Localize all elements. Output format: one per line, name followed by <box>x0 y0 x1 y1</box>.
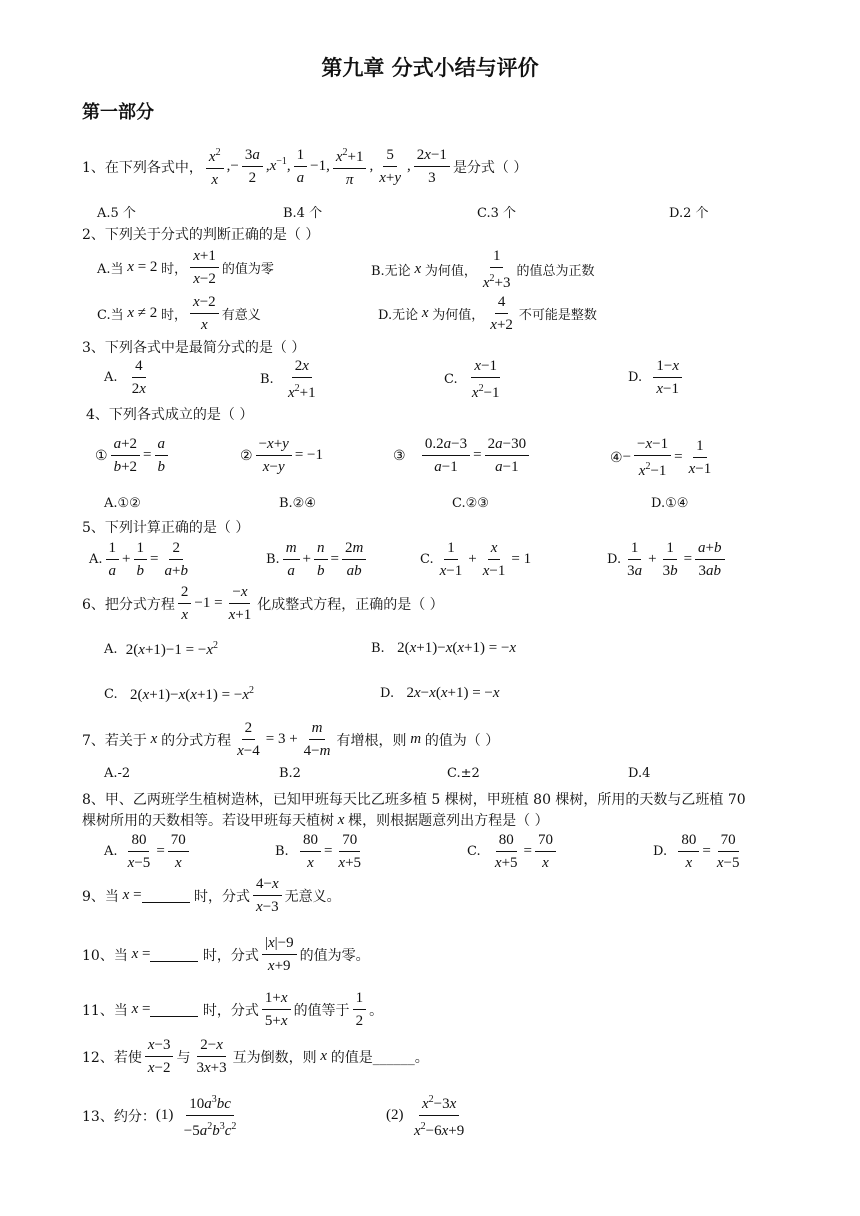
question-11: 11、当 x = 时，分式 $\frac{1+x}{5+x}$ 的值等于 $\frac{1}{2}$ 。 <box>82 990 384 1029</box>
question-7: 7、若关于 x 的分式方程 $\frac{2}{x-4}$ = 3 + $\frac{m}{4-m}$ 有增根，则 m 的值为（ ） <box>82 720 500 759</box>
answer-blank[interactable] <box>142 888 190 903</box>
q7-option-b: B.2 <box>279 766 301 781</box>
q3-option-c: C. $\frac{x-1}{x^2-1}$ <box>444 358 500 401</box>
q4-option-b: B.②④ <box>279 496 316 511</box>
q4-item-1: ① $\frac{a+2}{b+2}$ = $\frac{a}{b}$ <box>95 434 171 477</box>
question-8-line-1: 8、甲、乙两班学生植树造林，已知甲班每天比乙班多植 5 棵树，甲班植 80 棵树，所用的天数与乙班植 70 <box>82 792 746 808</box>
q4-item-2: ② $\frac{-x+y}{x-y}$ = −1 <box>240 436 324 475</box>
q1-stem: 1、在下列各式中， <box>82 159 203 176</box>
section-heading: 第一部分 <box>82 102 154 123</box>
q1-option-b: B.4 个 <box>283 206 323 221</box>
q6-option-c: C. $2(x+1)-x(x+1) = -x^2$ <box>104 685 255 703</box>
question-8-line-2: 棵树所用的天数相等。若设甲班每天植树 x 棵，则根据题意列出方程是（ ） <box>82 811 549 829</box>
page-title: 第九章 分式小结与评价 <box>321 56 539 80</box>
q3-option-d: D. $\frac{1-x}{x-1}$ <box>628 356 685 399</box>
q1-option-c: C.3 个 <box>477 206 517 221</box>
q5-option-b: B. $\frac{m}{a}$ + $\frac{n}{b}$ = $\frac{2m}{ab}$ <box>266 538 369 581</box>
q4-item-3: ③ $\frac{0.2a-3}{a-1}$ = $\frac{2a-30}{a-1}$ <box>393 434 532 477</box>
question-5: 5、下列计算正确的是（ ） <box>82 520 250 536</box>
question-2: 2、下列关于分式的判断正确的是（ ） <box>82 227 320 243</box>
q2-option-b: B.无论 x 为何值， $\frac{1}{x^2+3}$ 的值总为正数 <box>371 248 595 291</box>
question-4: 4、下列各式成立的是（ ） <box>86 407 254 423</box>
question-1 <box>82 143 527 190</box>
q8-option-c: C. $\frac{80}{x+5}$ = $\frac{70}{x}$ <box>467 830 559 873</box>
q6-option-b: B. 2(x+1)−x(x+1) = −x <box>371 640 517 656</box>
q6-option-d: D. 2x−x(x+1) = −x <box>380 685 500 701</box>
q7-option-c: C.±2 <box>447 766 480 781</box>
q4-item-4: ④ − $\frac{-x-1}{x^2-1}$ = $\frac{1}{x-1}$ <box>610 436 712 479</box>
question-10: 10、当 x = 时，分式 $\frac{|x|-9}{x+9}$ 的值为零。 <box>82 935 370 974</box>
q7-option-a: A.-2 <box>104 766 131 781</box>
q4-option-d: D.①④ <box>651 496 689 511</box>
answer-blank[interactable] <box>150 947 198 962</box>
q1-suffix: 是分式（ ） <box>452 159 528 176</box>
q4-option-c: C.②③ <box>452 496 489 511</box>
q6-option-a: A. $2(x+1)-1 = -x^2$ <box>104 640 218 658</box>
question-13: 13、约分： (1) $\frac{10a^3bc}{-5a^2b^3c^2}$ <box>82 1090 242 1141</box>
q1-expressions: $\frac{x^2}{x}$ ,− $\frac{3a}{2}$ $,x^{-1}$, $\frac{1}{a}$ −1, $\frac{x^2+1}{\pi}$ , $\frac{5}{x+y}$ , $\frac{2x-1}{3}$ <box>203 143 453 190</box>
q1-option-d: D.2 个 <box>669 206 709 221</box>
q1-option-a: A.5 个 <box>97 206 136 221</box>
question-9: 9、当 x = 时，分式 $\frac{4-x}{x-3}$ 无意义。 <box>82 876 341 915</box>
q5-option-c: C. $\frac{1}{x-1}$ + $\frac{x}{x-1}$ = 1 <box>420 540 532 579</box>
question-13-part-2: (2) $\frac{x^2-3x}{x^2-6x+9}$ <box>386 1090 470 1141</box>
q2-option-c: C.当 x ≠ 2 时， $\frac{x-2}{x}$ 有意义 <box>97 294 261 333</box>
q8-option-a: A. $\frac{80}{x-5}$ = $\frac{70}{x}$ <box>104 830 192 873</box>
q5-option-d: D. $\frac{1}{3a}$ + $\frac{1}{3b}$ = $\frac{a+b}{3ab}$ <box>607 538 728 581</box>
q4-option-a: A.①② <box>104 496 141 511</box>
q8-option-d: D. $\frac{80}{x}$ = $\frac{70}{x-5}$ <box>653 832 740 871</box>
answer-blank[interactable] <box>150 1002 198 1017</box>
q3-option-a: A. $\frac{4}{2x}$ <box>104 358 146 397</box>
question-6: 6、把分式方程 $\frac{2}{x}$ −1 = $\frac{-x}{x+1}$ 化成整式方程，正确的是（ ） <box>82 584 444 623</box>
question-3: 3、下列各式中是最简分式的是（ ） <box>82 340 306 356</box>
q8-option-b: B. $\frac{80}{x}$ = $\frac{70}{x+5}$ <box>275 832 362 871</box>
q3-option-b: B. $\frac{2x}{x^2+1}$ <box>260 358 316 401</box>
question-12: 12、若使 $\frac{x-3}{x-2}$ 与 $\frac{2-x}{3x+3}$ 互为倒数，则 x 的值是______。 <box>82 1037 429 1076</box>
q7-option-d: D.4 <box>628 766 651 781</box>
q2-option-a: A.当 x = 2 时， $\frac{x+1}{x-2}$ 的值为零 <box>97 248 274 287</box>
q5-option-a: A. $\frac{1}{a}$ + $\frac{1}{b}$ = $\frac{2}{a+b}$ <box>89 540 188 579</box>
q2-option-d: D.无论 x 为何值， $\frac{4}{x+2}$ 不可能是整数 <box>378 294 597 333</box>
